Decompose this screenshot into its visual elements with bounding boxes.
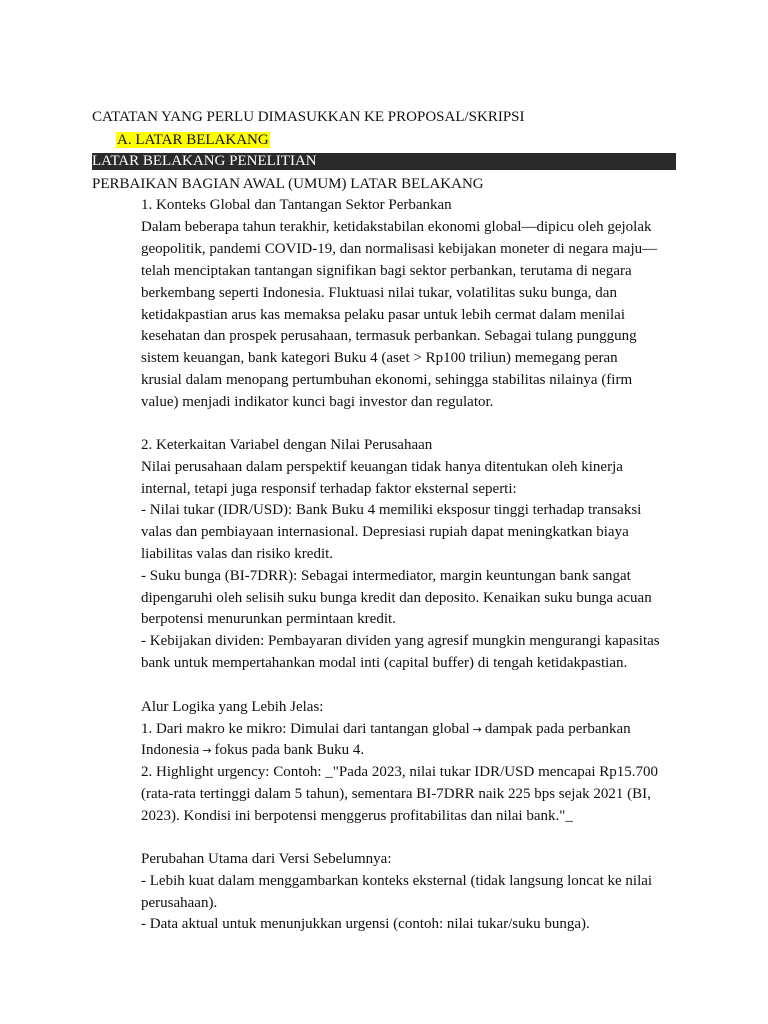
s2-heading: 2. Keterkaitan Variabel dengan Nilai Perusahaan bbox=[141, 437, 433, 453]
s2-line: internal, tetapi juga responsif terhadap faktor eksternal seperti: bbox=[141, 481, 517, 497]
s3-line-1 bbox=[141, 719, 631, 740]
s3-line: 2. Highlight urgency: Contoh: _"Pada 2023, nilai tukar IDR/USD mencapai Rp15.700 bbox=[141, 764, 659, 780]
s2-line: - Kebijakan dividen: Pembayaran dividen yang agresif mungkin mengurangi kapasitas bbox=[141, 633, 660, 649]
s3-heading: Alur Logika yang Lebih Jelas: bbox=[141, 699, 324, 715]
s3-line-1-b: dampak pada perbankan bbox=[484, 721, 631, 737]
s2-line: berpotensi menurunkan permintaan kredit. bbox=[141, 611, 396, 627]
s1-line: Dalam beberapa tahun terakhir, ketidakstabilan ekonomi global—dipicu oleh gejolak bbox=[141, 219, 652, 235]
s3-line-1-a: 1. Dari makro ke mikro: Dimulai dari tantangan global bbox=[141, 721, 470, 737]
s1-line: kesehatan dan prospek perusahaan, termasuk perbankan. Sebagai tulang punggung bbox=[141, 328, 637, 344]
s4-line: perusahaan). bbox=[141, 895, 218, 911]
s2-line: dipengaruhi oleh selisih suku bunga kredit dan deposito. Kenaikan suku bunga acuan bbox=[141, 590, 652, 606]
s2-line: Nilai perusahaan dalam perspektif keuangan tidak hanya ditentukan oleh kinerja bbox=[141, 459, 623, 475]
section-a-highlight: A. LATAR BELAKANG bbox=[117, 132, 269, 148]
s1-line: telah menciptakan tantangan signifikan bagi sektor perbankan, terutama di negara bbox=[141, 263, 632, 279]
s4-heading: Perubahan Utama dari Versi Sebelumnya: bbox=[141, 851, 392, 867]
s1-line: berkembang seperti Indonesia. Fluktuasi nilai tukar, volatilitas suku bunga, dan bbox=[141, 285, 617, 301]
section-a-heading bbox=[116, 130, 270, 150]
s3-line: 2023). Kondisi ini berpotensi menggerus profitabilitas dan nilai bank."_ bbox=[141, 808, 573, 824]
s4-line: - Lebih kuat dalam menggambarkan konteks eksternal (tidak langsung loncat ke nilai bbox=[141, 873, 653, 889]
s2-line: - Suku bunga (BI-7DRR): Sebagai intermediator, margin keuntungan bank sangat bbox=[141, 568, 631, 584]
s3-line-2-b: fokus pada bank Buku 4. bbox=[214, 742, 365, 758]
s1-line: geopolitik, pandemi COVID-19, dan normalisasi kebijakan moneter di negara maju— bbox=[141, 241, 658, 257]
s1-line: sistem keuangan, bank kategori Buku 4 (aset > Rp100 triliun) memegang peran bbox=[141, 350, 618, 366]
s1-heading: 1. Konteks Global dan Tantangan Sektor Perbankan bbox=[141, 197, 452, 213]
s2-line: - Nilai tukar (IDR/USD): Bank Buku 4 memiliki eksposur tinggi terhadap transaksi bbox=[141, 502, 642, 518]
s1-line: value) menjadi indikator kunci bagi investor dan regulator. bbox=[141, 394, 494, 410]
s3-line-2-a: Indonesia bbox=[141, 742, 200, 758]
section-bar-label: LATAR BELAKANG PENELITIAN bbox=[92, 153, 317, 169]
s2-line: bank untuk mempertahankan modal inti (capital buffer) di tengah ketidakpastian. bbox=[141, 655, 628, 671]
right-arrow-icon: → bbox=[202, 744, 212, 757]
document-title: CATATAN YANG PERLU DIMASUKKAN KE PROPOSAL/SKRIPSI bbox=[92, 109, 525, 125]
improvement-heading: PERBAIKAN BAGIAN AWAL (UMUM) LATAR BELAKANG bbox=[92, 176, 484, 192]
s3-line-2 bbox=[141, 740, 364, 761]
right-arrow-icon: → bbox=[472, 723, 482, 736]
s4-line: - Data aktual untuk menunjukkan urgensi (contoh: nilai tukar/suku bunga). bbox=[141, 916, 590, 932]
s1-line: krusial dalam menopang pertumbuhan ekonomi, sehingga stabilitas nilainya (firm bbox=[141, 372, 633, 388]
s3-line: (rata-rata tertinggi dalam 5 tahun), sementara BI-7DRR naik 225 bps sejak 2021 (BI, bbox=[141, 786, 651, 802]
s2-line: valas dan pembiayaan internasional. Depresiasi rupiah dapat meningkatkan biaya bbox=[141, 524, 629, 540]
s2-line: liabilitas valas dan risiko kredit. bbox=[141, 546, 334, 562]
s1-line: ketidakpastian arus kas memaksa pelaku pasar untuk lebih cermat dalam menilai bbox=[141, 307, 625, 323]
